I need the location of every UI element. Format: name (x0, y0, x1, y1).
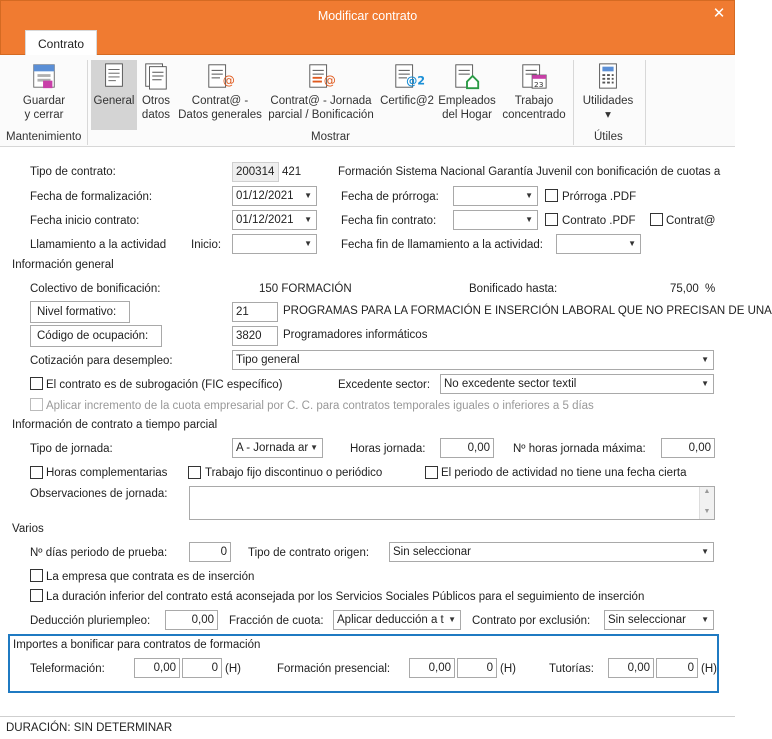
certifica2-button[interactable] (378, 60, 436, 130)
group-mostrar: Mostrar (311, 131, 350, 143)
fecha-fin-llamamiento-field[interactable] (556, 234, 641, 254)
deduccion-label: Deducción pluriempleo: (30, 615, 151, 627)
prorroga-pdf-label: Prórroga .PDF (562, 191, 637, 203)
utilidades-label: Utilidades (582, 95, 634, 107)
exclusion-value: Sin seleccionar (608, 614, 686, 626)
tipo-origen-value: Sin seleccionar (393, 546, 471, 558)
duracion-inferior-label: La duración inferior del contrato está aconsejada por los Servicios Sociales Públicos para el seguimiento de inserción (46, 591, 645, 603)
tipo-contrato-label: Tipo de contrato: (30, 166, 116, 178)
periodo-actividad-checkbox[interactable] (425, 466, 438, 479)
section-tiempo-parcial: Información de contrato a tiempo parcial (12, 419, 218, 431)
ribbon-separator (645, 60, 646, 145)
general-button[interactable] (91, 60, 137, 130)
excedente-label: Excedente sector: (338, 379, 431, 391)
fecha-prorroga-field[interactable] (453, 186, 538, 206)
insercion-label: La empresa que contrata es de inserción (46, 571, 255, 583)
scrollbar[interactable] (699, 487, 714, 519)
presencial-label: Formación presencial: (277, 663, 391, 675)
fecha-fin-llamamiento-label: Fecha fin de llamamiento a la actividad: (341, 239, 543, 251)
periodo-actividad-label: El periodo de actividad no tiene una fecha cierta (441, 467, 687, 479)
nivel-formativo-desc: PROGRAMAS PARA LA FORMACIÓN E INSERCIÓN LABORAL QUE NO PRECISAN DE UNA (283, 305, 772, 317)
otros-label-1: Otros (141, 95, 171, 107)
dias-prueba-label: Nº días periodo de prueba: (30, 547, 168, 559)
fraccion-label: Fracción de cuota: (229, 615, 324, 627)
guardar-label-2: y cerrar (24, 109, 64, 121)
llamamiento-label: Llamamiento a la actividad (30, 239, 167, 251)
certifica-icon (392, 62, 426, 90)
guardar-y-cerrar-button[interactable] (18, 60, 70, 130)
close-icon[interactable]: ✕ (712, 5, 726, 22)
tutorias-h-label: (H) (701, 663, 717, 675)
teleformacion-importe-input[interactable]: 0,00 (134, 658, 180, 678)
bonificado-value: 75,00 (670, 283, 699, 295)
contrato-pdf-checkbox[interactable] (545, 213, 558, 226)
contrat-jornada-icon (306, 62, 336, 90)
horas-complementarias-checkbox[interactable] (30, 466, 43, 479)
fecha-fin-field[interactable] (453, 210, 538, 230)
ocupacion-code[interactable]: 3820 (232, 326, 278, 346)
fecha-inicio-field[interactable] (232, 210, 317, 230)
otros-datos-button[interactable] (138, 60, 174, 130)
incremento-checkbox[interactable] (30, 398, 43, 411)
contrat-datos-label-1: Contrat@ - (191, 95, 249, 107)
dropdown-arrow-icon: ▼ (701, 379, 709, 388)
dropdown-arrow-icon: ▼ (701, 355, 709, 364)
ocupacion-desc: Programadores informáticos (283, 329, 428, 341)
save-close-icon (29, 62, 59, 90)
otros-label-2: datos (141, 109, 171, 121)
contrat-datos-generales-button[interactable] (177, 60, 263, 130)
contrat-at-icon (205, 62, 235, 90)
dropdown-arrow-icon: ▼ (525, 191, 533, 200)
calendar-icon (519, 62, 549, 90)
observaciones-label: Observaciones de jornada: (30, 488, 168, 500)
contrat-jornada-label-2: parcial / Bonificación (268, 109, 374, 121)
tipo-contrato-desc: Formación Sistema Nacional Garantía Juvenil con bonificación de cuotas a (338, 166, 721, 178)
svg-text:@: @ (222, 73, 235, 88)
cotizacion-value: Tipo general (236, 354, 300, 366)
horas-complementarias-label: Horas complementarias (46, 467, 168, 479)
guardar-label-1: Guardar (22, 95, 66, 107)
dropdown-arrow-icon: ▼ (304, 215, 312, 224)
certifica-label: Certific@2 (380, 95, 434, 107)
fraccion-select[interactable] (333, 610, 461, 630)
colectivo-value: 150 FORMACIÓN (259, 283, 352, 295)
chevron-down-icon: ▾ (605, 109, 611, 121)
svg-text:23: 23 (534, 80, 544, 90)
contrat-jornada-label-1: Contrat@ - Jornada (270, 95, 372, 107)
tipo-jornada-select[interactable] (232, 438, 323, 458)
tipo-contrato-code: 200314 (232, 162, 279, 182)
empleados-label-2: del Hogar (442, 109, 492, 121)
cotizacion-select[interactable] (232, 350, 714, 370)
fecha-formalizacion-label: Fecha de formalización: (30, 191, 153, 203)
section-info-general: Información general (12, 259, 114, 271)
fecha-formalizacion-value: 01/12/2021 (236, 190, 294, 202)
horas-jornada-label: Horas jornada: (350, 443, 426, 455)
excedente-select[interactable] (440, 374, 714, 394)
general-label: General (93, 95, 135, 107)
utilidades-button[interactable] (580, 60, 636, 130)
contrat-datos-label-2: Datos generales (178, 109, 262, 121)
fraccion-value: Aplicar deducción a t (337, 614, 444, 626)
fecha-inicio-value: 01/12/2021 (236, 214, 294, 226)
dropdown-arrow-icon: ▼ (310, 443, 318, 452)
exclusion-select[interactable] (604, 610, 714, 630)
inicio-llamamiento-field[interactable] (232, 234, 317, 254)
status-bar (0, 716, 735, 739)
group-utiles: Útiles (594, 131, 623, 143)
incremento-label: Aplicar incremento de la cuota empresarial por C. C. para contratos temporales iguales o inferiores a 5 días (46, 400, 594, 412)
trabajo-label-1: Trabajo (514, 95, 554, 107)
teleformacion-label: Teleformación: (30, 663, 105, 675)
dropdown-arrow-icon: ▼ (525, 215, 533, 224)
teleformacion-h-label: (H) (225, 663, 241, 675)
contrat-at-checkbox[interactable] (650, 213, 663, 226)
dropdown-arrow-icon: ▼ (304, 239, 312, 248)
tipo-contrato-sub: 421 (282, 166, 302, 178)
scroll-up-icon[interactable]: ▲ (703, 488, 711, 495)
tutorias-importe-input[interactable]: 0,00 (608, 658, 654, 678)
section-importes: Importes a bonificar para contratos de formación (13, 639, 261, 651)
horas-max-input[interactable]: 0,00 (661, 438, 715, 458)
presencial-h-label: (H) (500, 663, 516, 675)
colectivo-label: Colectivo de bonificación: (30, 283, 161, 295)
presencial-importe-input[interactable]: 0,00 (409, 658, 455, 678)
trabajo-concentrado-button[interactable] (499, 60, 569, 130)
deduccion-input[interactable]: 0,00 (165, 610, 218, 630)
excedente-value: No excedente sector textil (444, 378, 577, 390)
cotizacion-label: Cotización para desempleo: (30, 355, 173, 367)
tipo-origen-select[interactable] (389, 542, 714, 562)
tab-contrato[interactable]: Contrato (25, 30, 97, 56)
subrogacion-checkbox[interactable] (30, 377, 43, 390)
percent-sign: % (705, 283, 716, 295)
inicio-label: Inicio: (191, 239, 222, 251)
tutorias-horas-input[interactable]: 0 (656, 658, 698, 678)
window-title: Modificar contrato (317, 9, 418, 23)
tipo-jornada-label: Tipo de jornada: (30, 443, 113, 455)
fecha-formalizacion-field[interactable] (232, 186, 317, 206)
dias-prueba-input[interactable]: 0 (189, 542, 231, 562)
presencial-horas-input[interactable]: 0 (457, 658, 497, 678)
empleados-hogar-icon (452, 62, 482, 90)
contrat-at-label: Contrat@ (666, 215, 716, 227)
dropdown-arrow-icon: ▼ (701, 615, 709, 624)
dropdown-arrow-icon: ▼ (701, 547, 709, 556)
fijo-discontinuo-checkbox[interactable] (188, 466, 201, 479)
calculator-icon (593, 62, 623, 90)
empleados-label-1: Empleados (438, 95, 496, 107)
dropdown-arrow-icon: ▼ (628, 239, 636, 248)
section-varios: Varios (12, 523, 44, 535)
fijo-discontinuo-label: Trabajo fijo discontinuo o periódico (205, 467, 383, 479)
nivel-formativo-button[interactable]: Nivel formativo: (30, 301, 130, 323)
svg-text:@2: @2 (406, 74, 426, 88)
tutorias-label: Tutorías: (549, 663, 594, 675)
otros-datos-icon (141, 62, 171, 90)
subrogacion-label: El contrato es de subrogación (FIC específico) (46, 379, 283, 391)
horas-jornada-input[interactable]: 0,00 (440, 438, 494, 458)
scroll-down-icon[interactable]: ▼ (703, 508, 711, 515)
horas-max-label: Nº horas jornada máxima: (513, 443, 646, 455)
codigo-ocupacion-button[interactable]: Código de ocupación: (30, 325, 162, 347)
exclusion-label: Contrato por exclusión: (472, 615, 591, 627)
dropdown-arrow-icon: ▼ (448, 615, 456, 624)
nivel-formativo-code[interactable]: 21 (232, 302, 278, 322)
observaciones-textarea[interactable] (189, 486, 715, 520)
empleados-hogar-button[interactable] (437, 60, 497, 130)
group-mantenimiento: Mantenimiento (6, 131, 82, 143)
insercion-checkbox[interactable] (30, 569, 43, 582)
prorroga-pdf-checkbox[interactable] (545, 189, 558, 202)
bonificado-label: Bonificado hasta: (469, 283, 558, 295)
fecha-prorroga-label: Fecha de prórroga: (341, 191, 439, 203)
teleformacion-horas-input[interactable]: 0 (182, 658, 222, 678)
trabajo-label-2: concentrado (502, 109, 566, 121)
svg-text:@: @ (323, 73, 336, 88)
tipo-origen-label: Tipo de contrato origen: (248, 547, 370, 559)
ribbon-separator (87, 60, 88, 145)
status-text: DURACIÓN: SIN DETERMINAR (6, 722, 173, 734)
contrat-jornada-parcial-button[interactable] (266, 60, 376, 130)
tipo-jornada-value: A - Jornada ar (236, 442, 309, 454)
dropdown-arrow-icon: ▼ (304, 191, 312, 200)
fecha-fin-label: Fecha fin contrato: (341, 215, 437, 227)
duracion-inferior-checkbox[interactable] (30, 589, 43, 602)
ribbon-separator (573, 60, 574, 145)
general-document-icon (99, 62, 129, 90)
fecha-inicio-label: Fecha inicio contrato: (30, 215, 140, 227)
contrato-pdf-label: Contrato .PDF (562, 215, 636, 227)
